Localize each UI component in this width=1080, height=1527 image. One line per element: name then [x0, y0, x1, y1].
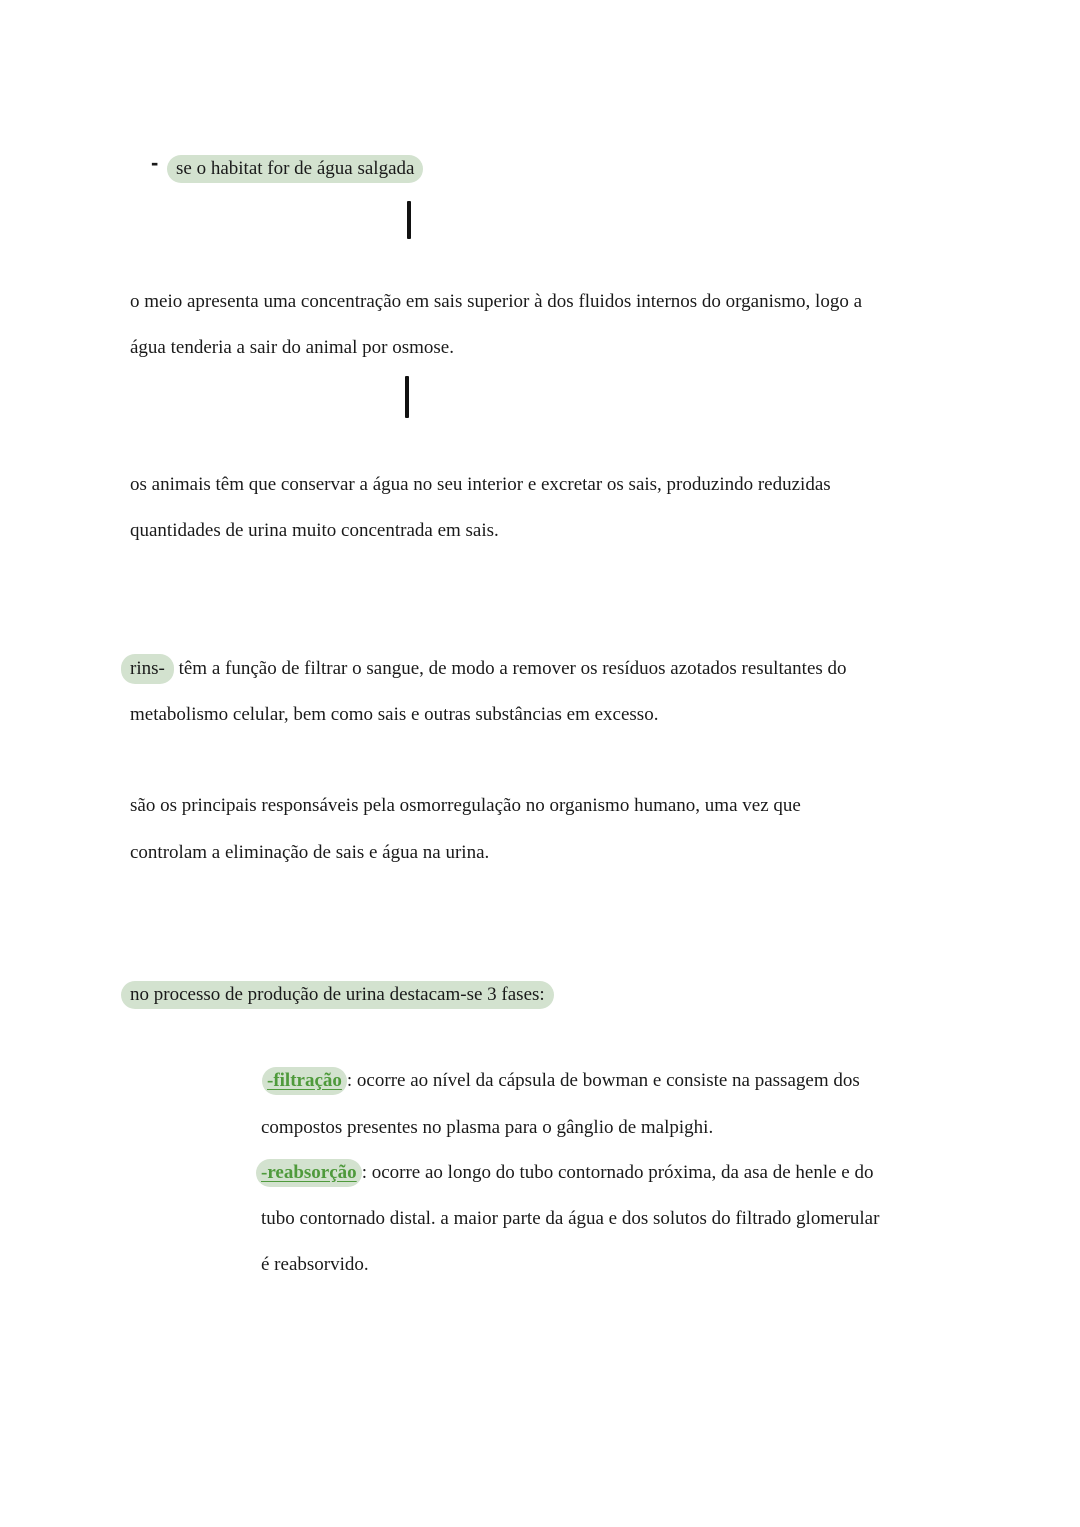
- paragraph-line: são os principais responsáveis pela osmorregulação no organismo humano, uma vez que: [130, 795, 801, 816]
- rins-paragraph-line-1: [130, 659, 847, 678]
- paragraph-line: os animais têm que conservar a água no seu interior e excretar os sais, produzindo reduzidas: [130, 474, 831, 495]
- paragraph-line: o meio apresenta uma concentração em sais superior à dos fluidos internos do organismo, logo a: [130, 291, 863, 312]
- paragraph-line: é reabsorvido.: [261, 1254, 369, 1275]
- phase-filtracao-line-1: [267, 1071, 860, 1090]
- paragraph-line: compostos presentes no plasma para o gânglio de malpighi.: [261, 1117, 714, 1138]
- paragraph-line: quantidades de urina muito concentrada em sais.: [130, 520, 499, 541]
- heading-urine-production: no processo de produção de urina destacam-se 3 fases:: [121, 981, 554, 1009]
- heading-salt-water: se o habitat for de água salgada: [167, 155, 423, 183]
- bullet-dash: -: [151, 150, 159, 175]
- reabsorcao-definition: : ocorre ao longo do tubo contornado próxima, da asa de henle e do: [361, 1162, 874, 1183]
- paragraph-line: metabolismo celular, bem como sais e outras substâncias em excesso.: [130, 704, 659, 725]
- term-filtracao: -filtração: [262, 1067, 347, 1095]
- rins-definition: têm a função de filtrar o sangue, de modo a remover os resíduos azotados resultantes do: [173, 658, 847, 679]
- paragraph-line: controlam a eliminação de sais e água na urina.: [130, 842, 490, 863]
- connector-line-2: [405, 376, 409, 418]
- paragraph-line: tubo contornado distal. a maior parte da água e dos solutos do filtrado glomerular: [261, 1208, 880, 1229]
- phase-reabsorcao-line-1: [261, 1163, 873, 1182]
- term-rins: rins-: [121, 654, 174, 684]
- paragraph-line: água tenderia a sair do animal por osmose.: [130, 337, 454, 358]
- filtracao-definition: : ocorre ao nível da cápsula de bowman e consiste na passagem dos: [346, 1070, 860, 1091]
- connector-line-1: [407, 201, 411, 239]
- term-reabsorcao: -reabsorção: [256, 1159, 362, 1187]
